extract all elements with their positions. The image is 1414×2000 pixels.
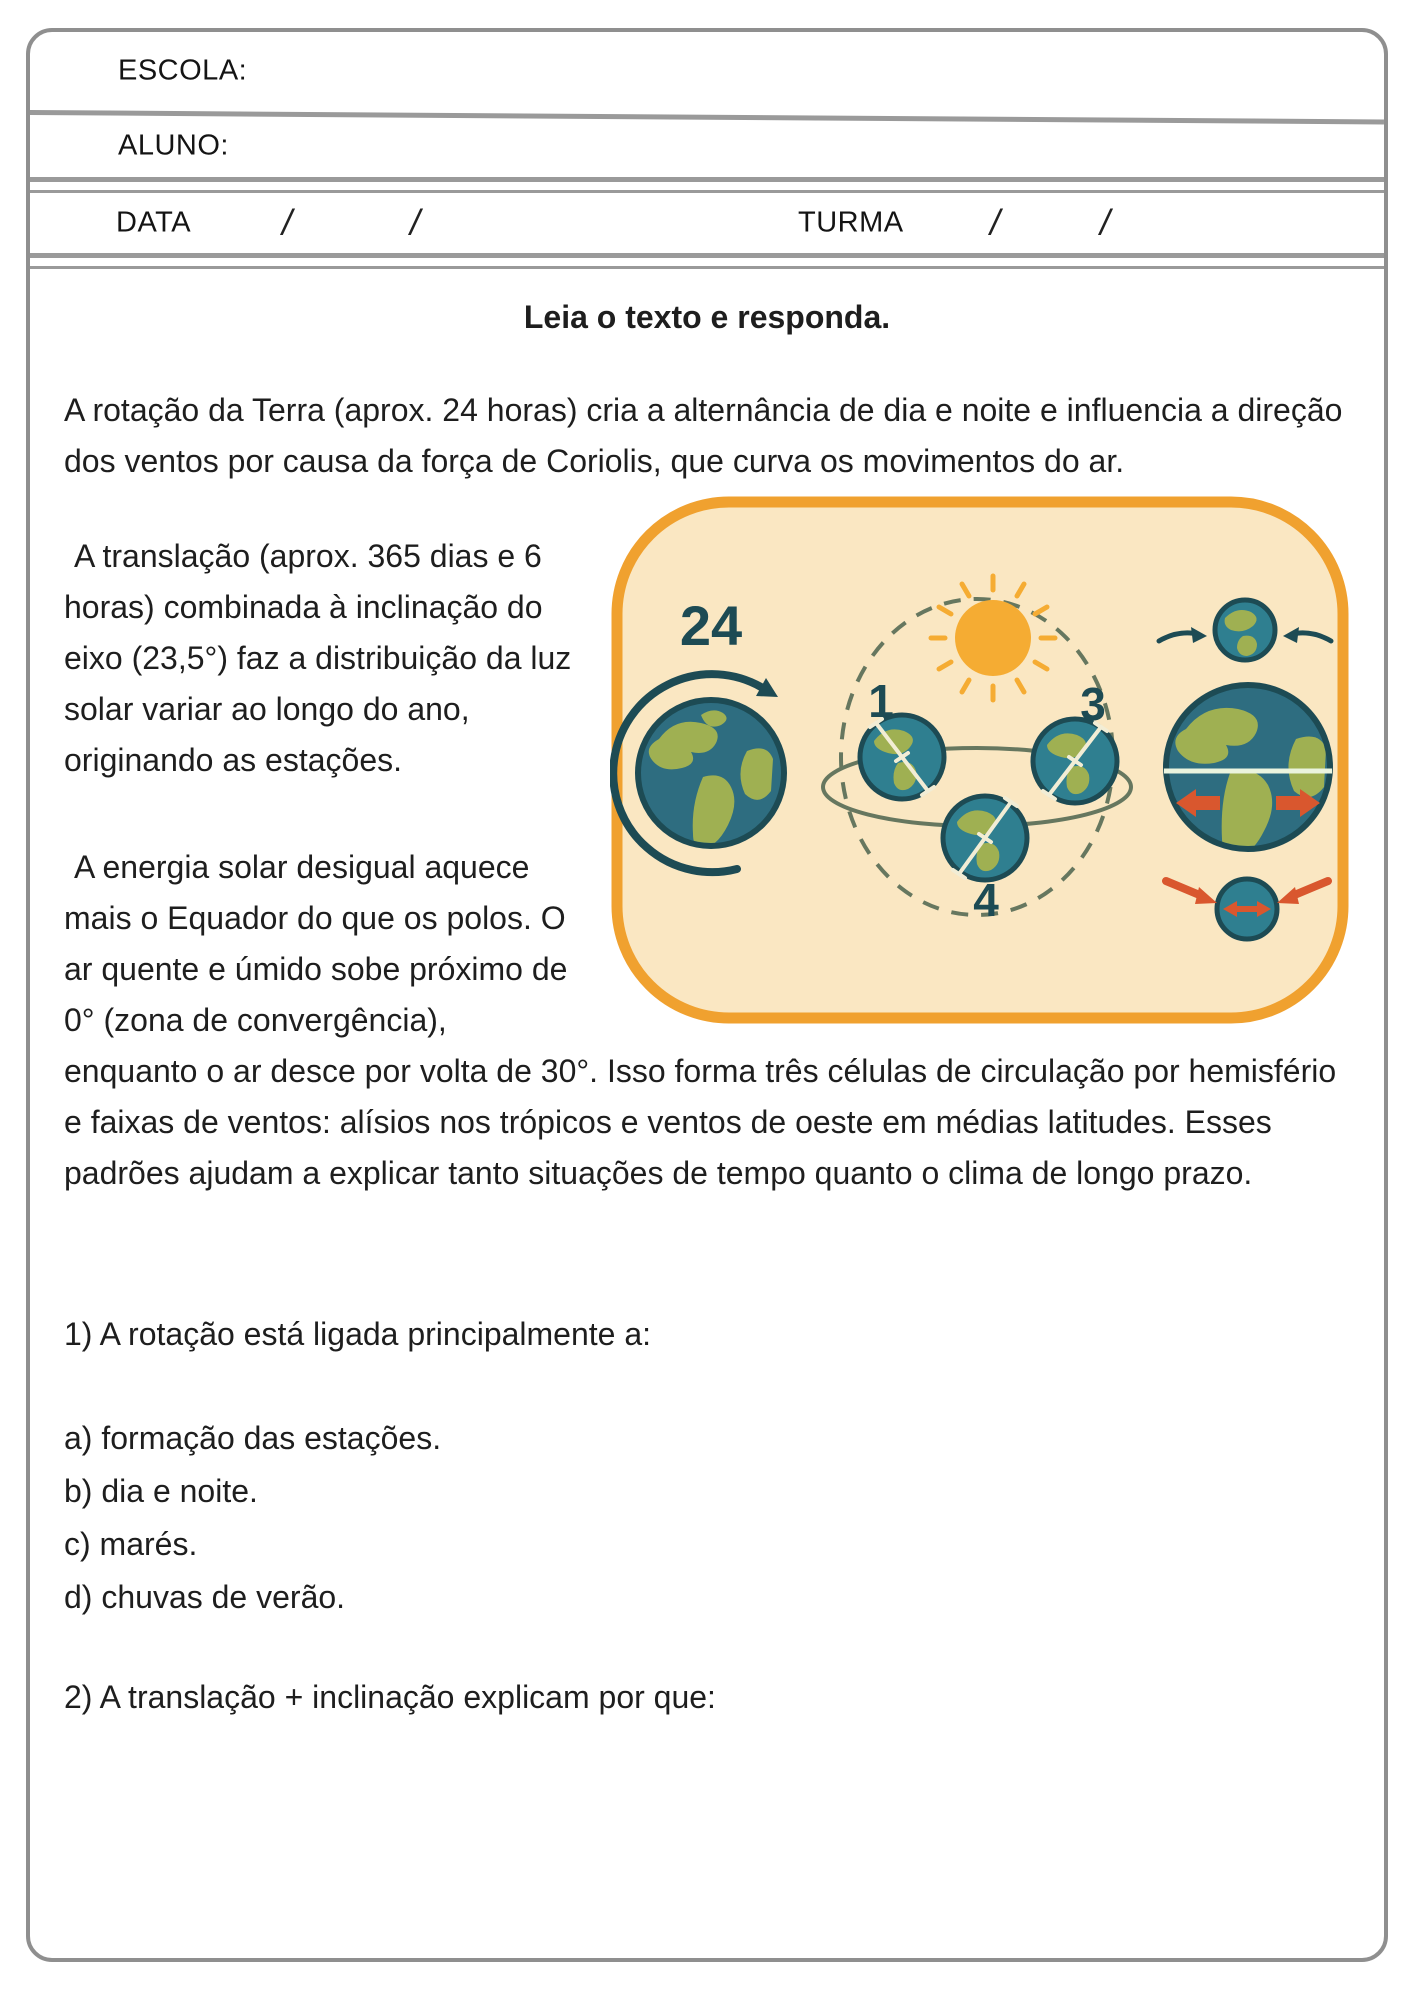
question-1: 1) A rotação está ligada principalmente a: <box>64 1316 652 1352</box>
orbit-earth-position-1 <box>860 715 944 799</box>
divider <box>30 177 1384 193</box>
hours-24-label: 24 <box>679 594 743 657</box>
escola-label: ESCOLA: <box>118 54 248 87</box>
aluno-row <box>30 115 1384 177</box>
escola-row <box>30 32 1384 110</box>
question-1-options <box>64 1412 1350 1624</box>
earth-rotation-translation-illustration <box>610 495 1350 1025</box>
option-b: b) dia e noite. <box>64 1473 258 1509</box>
page-title: Leia o texto e responda. <box>523 299 891 335</box>
orbit-label-1: 1 <box>868 675 894 727</box>
aluno-field[interactable] <box>260 123 1364 169</box>
rotating-earth-globe <box>638 700 784 848</box>
orbit-label-4: 4 <box>973 874 999 926</box>
aluno-label: ALUNO: <box>118 129 229 162</box>
turma-slash: / <box>1100 202 1111 243</box>
option-c: c) marés. <box>64 1526 198 1562</box>
worksheet-page <box>26 28 1388 1962</box>
worksheet-content <box>30 299 1384 1723</box>
paragraph-solar-energy: A energia solar desigual aquece mais o Equador do que os polos. O ar quente e úmido sobe próximo de 0° (zona de convergência), enquanto o ar desce por volta de 30°. Isso forma três células de circulação por hemisfério e faixas de ventos: alísios nos trópicos e ventos de oeste em médias latitudes. Esses padrões ajudam a explicar tanto situações de tempo quanto o clima de longo prazo. <box>64 849 1337 1191</box>
turma-slash: / <box>990 202 1001 243</box>
question-2: 2) A translação + inclinação explicam por que: <box>64 1679 716 1715</box>
paragraph-translation: A translação (aprox. 365 dias e 6 horas) combinada à inclinação do eixo (23,5°) faz a distribuição da luz solar variar ao longo do ano, originando as estações. <box>64 538 572 778</box>
date-slash: / <box>282 202 293 243</box>
data-turma-row <box>30 193 1384 253</box>
divider <box>30 253 1384 269</box>
escola-field[interactable] <box>260 40 1364 102</box>
orbit-earth-position-4 <box>943 796 1027 880</box>
date-slash: / <box>410 202 421 243</box>
data-label: DATA <box>116 206 192 239</box>
option-d: d) chuvas de verão. <box>64 1579 346 1615</box>
orbit-earth-position-3 <box>1033 719 1117 803</box>
orbit-label-3: 3 <box>1080 678 1106 730</box>
turma-label: TURMA <box>798 206 904 239</box>
paragraph-rotation: A rotação da Terra (aprox. 24 horas) cria a alternância de dia e noite e influencia a direção dos ventos por causa da força de Coriolis, que curva os movimentos do ar. <box>64 392 1343 479</box>
option-a: a) formação das estações. <box>64 1420 442 1456</box>
